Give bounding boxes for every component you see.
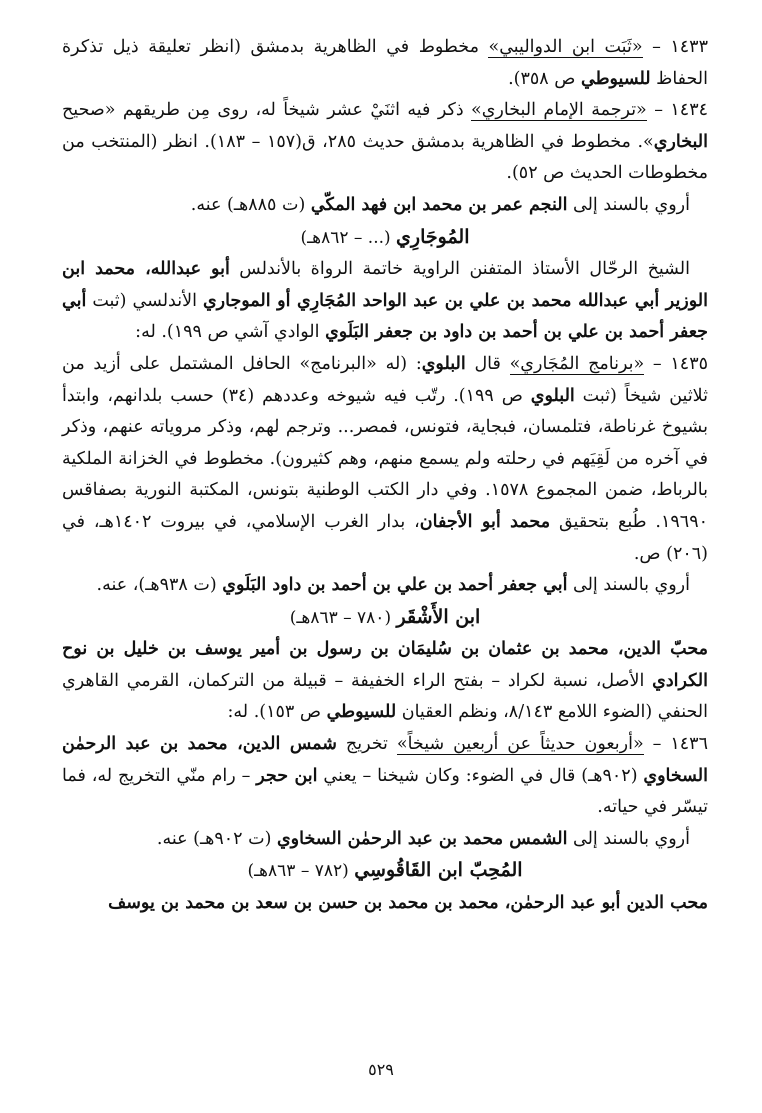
- heading-dates: (٧٨٠ – ٨٦٣هـ): [289, 607, 397, 628]
- book-title: «أربعون حديثاً عن أربعين شيخاً»: [396, 734, 644, 755]
- author-name: البلوي: [530, 385, 575, 406]
- heading-name: المُحِبّ ابن القَاقُوسِي: [354, 859, 523, 882]
- heading-name: ابن الأَشْقَر: [396, 605, 481, 628]
- author-name: البخاري: [653, 131, 708, 152]
- biography: الشيخ الرحّال الأستاذ المتفنن الراوية خاتمة الرواة بالأندلس أبو عبدالله، محمد ابن الوزير أبي عبدالله محمد بن علي بن عبد الواحد المُجَارِي أو الموجاري الأندلسي (ثبت أبي جعفر أحمد بن علي بن أحمد بن داود بن جعفر البَلَوي الوادي آشي ص ١٩٩). له:: [62, 259, 708, 343]
- person-name: أبو عبدالله، محمد ابن الوزير أبي عبدالله محمد بن علي بن عبد الواحد المُجَارِي أو الموجاري: [62, 259, 708, 311]
- page-number: ٥٢٩: [368, 1060, 394, 1079]
- entry-number: ١٤٣٥ –: [644, 353, 708, 374]
- entry-number: ١٤٣٣ –: [642, 37, 708, 57]
- entry-1434: ١٤٣٤ – «ترجمة الإمام البخاري» ذكر فيه اثنَيْ عشر شيخاً له، روى مِن طريقهم «صحيح البخاري». مخطوط في الظاهرية بدمشق حديث ٢٨٥، ق(١٥٧ – ١٨٣). انظر (المنتخب من مخطوطات الحديث ص ٥٢).: [62, 100, 708, 184]
- person-name: محب الدين أبو عبد الرحمٰن، محمد بن محمد بن حسن بن سعد بن محمد بن يوسف: [108, 893, 708, 914]
- author-name: البلوي: [421, 353, 466, 374]
- section-heading: [62, 222, 708, 255]
- author-name: للسيوطي: [326, 702, 397, 723]
- entry-1433: ١٤٣٣ – «ثَبَت ابن الدواليبي» مخطوط في الظاهرية بدمشق (انظر تعليقة ذيل تذكرة الحفاظ للسيوطي ص ٣٥٨).: [62, 37, 708, 89]
- entry-number: ١٤٣٦ –: [643, 734, 708, 755]
- narrator-name: النجم عمر بن محمد ابن فهد المكّي: [310, 194, 568, 215]
- entry-1435: ١٤٣٥ – «برنامج المُجَاري» قال البلوي: (له «البرنامج» الحافل المشتمل على أزيد من ثلاثين شيخاً (ثبت البلوي ص ١٩٩). رتّب فيه شيوخه وعددهم (٣٤) حسب بلدانهم، وابتدأ بشيوخ غرناطة، فتلمسان، فبجاية، فتونس، فمصر... وترجم لهم، وذكر مروياته عنهم، وذكر في آخره من لَقِيَهم في رحلته ولم يسمع منهم، وهم كثيرون). مخطوط في الخزانة الملكية بالرباط، ضمن المجموع ١٥٧٨. وفي دار الكتب الوطنية بتونس، المكتبة النورية بصفاقس ١٩٦٩٠. طُبع بتحقيق محمد أبو الأجفان، بدار الغرب الإسلامي، في بيروت ١٤٠٢هـ، في (٢٠٦) ص.: [62, 353, 708, 564]
- heading-dates: (٧٨٢ – ٨٦٣هـ): [247, 861, 355, 882]
- chain-of-narration: أروي بالسند إلى الشمس محمد بن عبد الرحمٰن السخاوي (ت ٩٠٢هـ) عنه.: [156, 828, 690, 849]
- book-title: «ترجمة الإمام البخاري»: [471, 100, 647, 121]
- chain-of-narration: أروي بالسند إلى النجم عمر بن محمد ابن فهد المكّي (ت ٨٨٥هـ) عنه.: [190, 194, 690, 215]
- narrator-name: الشمس محمد بن عبد الرحمٰن السخاوي: [276, 828, 568, 849]
- narrator-name: أبي جعفر أحمد بن علي بن أحمد بن داود البَلَوي: [222, 575, 568, 596]
- biography: محبّ الدين، محمد بن عثمان بن سُليمَان بن رسول بن أمير يوسف بن خليل بن نوح الكرادي الأصل، نسبة لكراد – بفتح الراء الخفيفة – قبيلة من التركمان، القرمي القاهري الحنفي (الضوء اللامع ٨/١٤٣، ونظم العقيان للسيوطي ص ١٥٣). له:: [62, 639, 708, 723]
- person-name: أبي جعفر أحمد بن علي بن أحمد بن داود بن جعفر البَلَوي: [62, 290, 708, 343]
- biography: [62, 888, 708, 920]
- page-body: [62, 32, 708, 920]
- section-heading: [62, 602, 708, 635]
- person-name: ابن حجر: [256, 765, 318, 786]
- entry-1436: ١٤٣٦ – «أربعون حديثاً عن أربعين شيخاً» تخريج شمس الدين، محمد بن عبد الرحمٰن السخاوي (٩٠٢هـ) قال في الضوء: وكان شيخنا – يعني ابن حجر – رام منّي التخريج له، فما تيسّر في حياته.: [62, 734, 708, 818]
- book-title: «برنامج المُجَاري»: [509, 353, 645, 374]
- book-title: «ثَبَت ابن الدواليبي»: [488, 37, 643, 57]
- heading-dates: (... – ٨٦٢هـ): [300, 227, 397, 248]
- heading-name: المُوجَارِي: [396, 225, 470, 248]
- person-name: محبّ الدين، محمد بن عثمان بن سُليمَان بن رسول بن أمير يوسف بن خليل بن نوح الكرادي: [62, 639, 708, 691]
- author-name: للسيوطي: [581, 68, 651, 89]
- section-heading: [62, 855, 708, 888]
- editor-name: محمد أبو الأجفان: [419, 511, 551, 532]
- person-name: شمس الدين، محمد بن عبد الرحمٰن السخاوي: [62, 734, 708, 786]
- entry-number: ١٤٣٤ –: [646, 100, 708, 121]
- chain-of-narration: أروي بالسند إلى أبي جعفر أحمد بن علي بن أحمد بن داود البَلَوي (ت ٩٣٨هـ)، عنه.: [96, 575, 690, 596]
